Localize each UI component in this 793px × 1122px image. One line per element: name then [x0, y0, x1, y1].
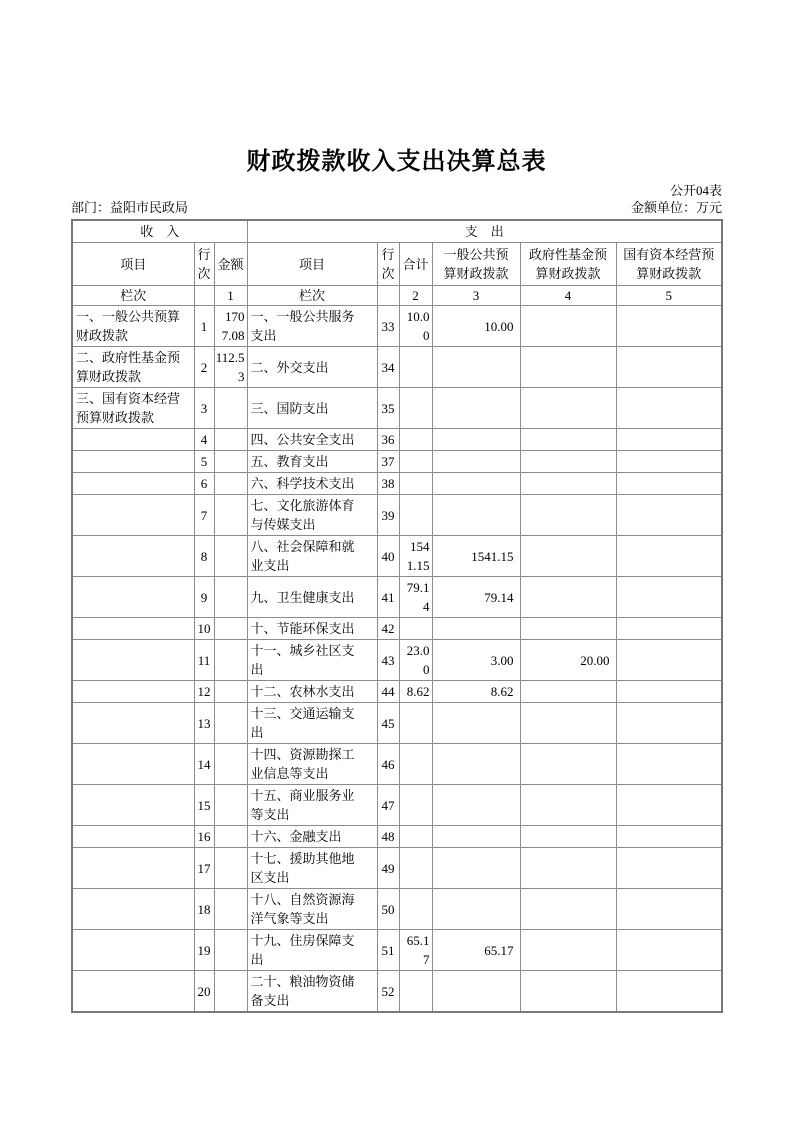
gov-fund-cell [520, 536, 616, 577]
state-capital-cell [616, 347, 722, 388]
income-line-cell: 9 [194, 577, 214, 618]
income-item-cell: 一、一般公共预算财政拨款 [72, 306, 194, 347]
expense-item-cell: 九、卫生健康支出 [247, 577, 377, 618]
table-row [72, 306, 722, 347]
index-state-capital-budget: 5 [616, 286, 722, 306]
expense-line-cell: 41 [377, 577, 399, 618]
income-line-cell: 6 [194, 473, 214, 495]
general-budget-cell [432, 618, 520, 640]
col-header-expense-item: 项目 [247, 243, 377, 286]
income-line-cell: 20 [194, 971, 214, 1013]
expense-item-cell: 五、教育支出 [247, 451, 377, 473]
expense-item-cell: 二十、粮油物资储备支出 [247, 971, 377, 1013]
general-budget-cell [432, 848, 520, 889]
income-line-cell: 15 [194, 785, 214, 826]
general-budget-cell: 3.00 [432, 640, 520, 681]
total-cell: 79.14 [399, 577, 432, 618]
col-header-expense-line: 行次 [377, 243, 399, 286]
expense-item-cell: 十四、资源勘探工业信息等支出 [247, 744, 377, 785]
state-capital-cell [616, 930, 722, 971]
expense-line-cell: 43 [377, 640, 399, 681]
index-income-amount: 1 [214, 286, 247, 306]
meta-row [71, 200, 722, 216]
total-cell [399, 495, 432, 536]
expense-item-cell: 六、科学技术支出 [247, 473, 377, 495]
expense-item-cell: 七、文化旅游体育与传媒支出 [247, 495, 377, 536]
income-amount-cell [214, 744, 247, 785]
general-budget-cell [432, 451, 520, 473]
total-cell [399, 826, 432, 848]
income-item-cell [72, 971, 194, 1013]
index-income-line [194, 286, 214, 306]
income-line-cell: 11 [194, 640, 214, 681]
table-row [72, 785, 722, 826]
total-cell: 1541.15 [399, 536, 432, 577]
index-expense-item: 栏次 [247, 286, 377, 306]
general-budget-cell [432, 703, 520, 744]
total-cell: 23.00 [399, 640, 432, 681]
income-line-cell: 7 [194, 495, 214, 536]
table-row [72, 681, 722, 703]
income-amount-cell [214, 495, 247, 536]
expense-item-cell: 二、外交支出 [247, 347, 377, 388]
table-row [72, 826, 722, 848]
total-cell [399, 848, 432, 889]
table-row [72, 744, 722, 785]
income-line-cell: 3 [194, 388, 214, 429]
income-line-cell: 17 [194, 848, 214, 889]
total-cell [399, 347, 432, 388]
expense-line-cell: 39 [377, 495, 399, 536]
expense-item-cell: 十五、商业服务业等支出 [247, 785, 377, 826]
income-amount-cell [214, 826, 247, 848]
general-budget-cell [432, 495, 520, 536]
income-section-header: 收 入 [72, 220, 247, 243]
income-amount-cell [214, 848, 247, 889]
col-header-state-capital-budget: 国有资本经营预算财政拨款 [616, 243, 722, 286]
department-label: 部门：益阳市民政局 [71, 200, 189, 215]
income-item-cell [72, 889, 194, 930]
state-capital-cell [616, 388, 722, 429]
page-title: 财政拨款收入支出决算总表 [246, 149, 547, 175]
income-item-cell [72, 451, 194, 473]
total-cell: 65.17 [399, 930, 432, 971]
col-header-income-line: 行次 [194, 243, 214, 286]
expense-line-cell: 50 [377, 889, 399, 930]
col-header-income-item: 项目 [72, 243, 194, 286]
column-header-row [72, 243, 722, 286]
total-cell: 8.62 [399, 681, 432, 703]
expense-line-cell: 34 [377, 347, 399, 388]
expense-line-cell: 49 [377, 848, 399, 889]
income-item-cell: 三、国有资本经营预算财政拨款 [72, 388, 194, 429]
income-item-cell [72, 536, 194, 577]
income-item-cell [72, 744, 194, 785]
expense-line-cell: 46 [377, 744, 399, 785]
income-amount-cell: 112.53 [214, 347, 247, 388]
column-index-row [72, 286, 722, 306]
income-amount-cell [214, 473, 247, 495]
expense-line-cell: 42 [377, 618, 399, 640]
general-budget-cell [432, 785, 520, 826]
income-item-cell [72, 495, 194, 536]
income-amount-cell [214, 577, 247, 618]
index-income-item: 栏次 [72, 286, 194, 306]
expense-line-cell: 47 [377, 785, 399, 826]
expense-item-cell: 八、社会保障和就业支出 [247, 536, 377, 577]
gov-fund-cell [520, 429, 616, 451]
income-line-cell: 16 [194, 826, 214, 848]
expense-section-header: 支 出 [247, 220, 722, 243]
total-cell [399, 703, 432, 744]
state-capital-cell [616, 971, 722, 1013]
total-cell [399, 889, 432, 930]
col-header-income-amount: 金额 [214, 243, 247, 286]
expense-item-cell: 十一、城乡社区支出 [247, 640, 377, 681]
table-row [72, 451, 722, 473]
income-line-cell: 18 [194, 889, 214, 930]
general-budget-cell: 10.00 [432, 306, 520, 347]
expense-line-cell: 51 [377, 930, 399, 971]
income-line-cell: 13 [194, 703, 214, 744]
income-item-cell [72, 640, 194, 681]
gov-fund-cell [520, 889, 616, 930]
income-item-cell [72, 785, 194, 826]
general-budget-cell [432, 826, 520, 848]
expense-item-cell: 十七、援助其他地区支出 [247, 848, 377, 889]
income-amount-cell [214, 971, 247, 1013]
gov-fund-cell [520, 785, 616, 826]
income-amount-cell [214, 681, 247, 703]
general-budget-cell: 79.14 [432, 577, 520, 618]
table-row [72, 388, 722, 429]
total-cell [399, 473, 432, 495]
income-amount-cell [214, 889, 247, 930]
general-budget-cell: 1541.15 [432, 536, 520, 577]
section-header-row [72, 220, 722, 243]
expense-line-cell: 37 [377, 451, 399, 473]
gov-fund-cell [520, 577, 616, 618]
income-item-cell [72, 618, 194, 640]
document-page [71, 0, 722, 1013]
form-code-label: 公开04表 [669, 183, 722, 198]
income-item-cell [72, 429, 194, 451]
col-header-gov-fund-budget: 政府性基金预算财政拨款 [520, 243, 616, 286]
expense-item-cell: 十九、住房保障支出 [247, 930, 377, 971]
general-budget-cell: 65.17 [432, 930, 520, 971]
general-budget-cell [432, 971, 520, 1013]
income-item-cell [72, 930, 194, 971]
total-cell [399, 971, 432, 1013]
total-cell [399, 451, 432, 473]
income-amount-cell [214, 388, 247, 429]
state-capital-cell [616, 473, 722, 495]
expense-line-cell: 33 [377, 306, 399, 347]
expense-item-cell: 十六、金融支出 [247, 826, 377, 848]
expense-item-cell: 十八、自然资源海洋气象等支出 [247, 889, 377, 930]
income-amount-cell [214, 536, 247, 577]
income-amount-cell [214, 703, 247, 744]
total-cell [399, 744, 432, 785]
income-line-cell: 10 [194, 618, 214, 640]
index-gov-fund-budget: 4 [520, 286, 616, 306]
table-row [72, 473, 722, 495]
table-row [72, 347, 722, 388]
general-budget-cell [432, 744, 520, 785]
table-row [72, 848, 722, 889]
income-line-cell: 12 [194, 681, 214, 703]
gov-fund-cell: 20.00 [520, 640, 616, 681]
expense-item-cell: 三、国防支出 [247, 388, 377, 429]
general-budget-cell [432, 473, 520, 495]
index-general-budget: 3 [432, 286, 520, 306]
gov-fund-cell [520, 495, 616, 536]
budget-table [71, 219, 723, 1013]
income-item-cell [72, 577, 194, 618]
state-capital-cell [616, 681, 722, 703]
table-row [72, 577, 722, 618]
col-header-general-budget: 一般公共预算财政拨款 [432, 243, 520, 286]
income-amount-cell [214, 640, 247, 681]
expense-line-cell: 38 [377, 473, 399, 495]
table-row [72, 971, 722, 1013]
income-line-cell: 4 [194, 429, 214, 451]
state-capital-cell [616, 703, 722, 744]
expense-item-cell: 一、一般公共服务支出 [247, 306, 377, 347]
gov-fund-cell [520, 473, 616, 495]
table-row [72, 536, 722, 577]
table-row [72, 889, 722, 930]
income-amount-cell [214, 930, 247, 971]
income-amount-cell [214, 785, 247, 826]
total-cell [399, 388, 432, 429]
general-budget-cell [432, 429, 520, 451]
income-item-cell [72, 703, 194, 744]
state-capital-cell [616, 451, 722, 473]
income-item-cell [72, 848, 194, 889]
table-row [72, 495, 722, 536]
expense-line-cell: 52 [377, 971, 399, 1013]
table-row [72, 618, 722, 640]
state-capital-cell [616, 577, 722, 618]
expense-item-cell: 十三、交通运输支出 [247, 703, 377, 744]
income-amount-cell [214, 451, 247, 473]
state-capital-cell [616, 640, 722, 681]
gov-fund-cell [520, 306, 616, 347]
state-capital-cell [616, 495, 722, 536]
general-budget-cell [432, 889, 520, 930]
index-expense-line [377, 286, 399, 306]
state-capital-cell [616, 429, 722, 451]
expense-line-cell: 44 [377, 681, 399, 703]
income-amount-cell [214, 429, 247, 451]
gov-fund-cell [520, 703, 616, 744]
col-header-total: 合计 [399, 243, 432, 286]
expense-item-cell: 十、节能环保支出 [247, 618, 377, 640]
total-cell [399, 618, 432, 640]
income-item-cell [72, 473, 194, 495]
income-line-cell: 5 [194, 451, 214, 473]
gov-fund-cell [520, 930, 616, 971]
total-cell: 10.00 [399, 306, 432, 347]
expense-line-cell: 35 [377, 388, 399, 429]
general-budget-cell: 8.62 [432, 681, 520, 703]
income-item-cell [72, 681, 194, 703]
state-capital-cell [616, 826, 722, 848]
general-budget-cell [432, 347, 520, 388]
table-row [72, 429, 722, 451]
expense-line-cell: 40 [377, 536, 399, 577]
income-amount-cell [214, 618, 247, 640]
income-line-cell: 8 [194, 536, 214, 577]
table-row [72, 640, 722, 681]
general-budget-cell [432, 388, 520, 429]
table-row [72, 930, 722, 971]
gov-fund-cell [520, 826, 616, 848]
income-line-cell: 19 [194, 930, 214, 971]
state-capital-cell [616, 744, 722, 785]
income-line-cell: 2 [194, 347, 214, 388]
index-total: 2 [399, 286, 432, 306]
expense-line-cell: 45 [377, 703, 399, 744]
income-line-cell: 14 [194, 744, 214, 785]
income-item-cell [72, 826, 194, 848]
state-capital-cell [616, 536, 722, 577]
gov-fund-cell [520, 971, 616, 1013]
state-capital-cell [616, 306, 722, 347]
total-cell [399, 429, 432, 451]
gov-fund-cell [520, 744, 616, 785]
expense-item-cell: 四、公共安全支出 [247, 429, 377, 451]
income-line-cell: 1 [194, 306, 214, 347]
expense-line-cell: 48 [377, 826, 399, 848]
income-item-cell: 二、政府性基金预算财政拨款 [72, 347, 194, 388]
gov-fund-cell [520, 347, 616, 388]
unit-label: 金额单位：万元 [630, 200, 722, 215]
state-capital-cell [616, 618, 722, 640]
gov-fund-cell [520, 388, 616, 429]
state-capital-cell [616, 848, 722, 889]
income-amount-cell: 1707.08 [214, 306, 247, 347]
table-row [72, 703, 722, 744]
gov-fund-cell [520, 848, 616, 889]
expense-line-cell: 36 [377, 429, 399, 451]
total-cell [399, 785, 432, 826]
state-capital-cell [616, 785, 722, 826]
gov-fund-cell [520, 681, 616, 703]
expense-item-cell: 十二、农林水支出 [247, 681, 377, 703]
state-capital-cell [616, 889, 722, 930]
gov-fund-cell [520, 618, 616, 640]
gov-fund-cell [520, 451, 616, 473]
